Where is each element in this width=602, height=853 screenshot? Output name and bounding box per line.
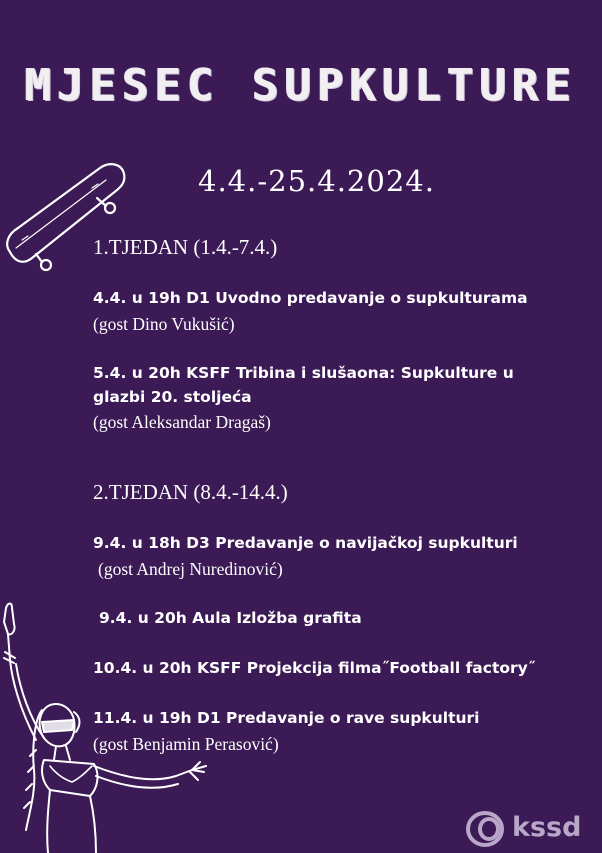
event-title: 9.4. u 20h Aula Izložba grafita bbox=[99, 609, 362, 627]
week-2-heading: 2.TJEDAN (8.4.-14.4.) bbox=[93, 480, 288, 504]
event-dates: 4.4.-25.4.2024. bbox=[198, 164, 435, 198]
kssd-logo-text: kssd bbox=[512, 812, 582, 843]
event-title: 11.4. u 19h D1 Predavanje o rave supkulturi bbox=[93, 709, 480, 727]
event-guest: (gost Aleksandar Dragaš) bbox=[93, 412, 271, 432]
event-title: 5.4. u 20h KSFF Tribina i slušaona: Supkulture u bbox=[93, 364, 514, 382]
week-1-heading: 1.TJEDAN (1.4.-7.4.) bbox=[93, 235, 278, 259]
dancing-girl-illustration bbox=[0, 600, 215, 853]
poster-title: MJESEC SUPKULTURE bbox=[24, 60, 578, 111]
event-guest: (gost Andrej Nuredinović) bbox=[98, 559, 283, 579]
event-guest: (gost Dino Vukušić) bbox=[93, 314, 235, 334]
event-title: 9.4. u 18h D3 Predavanje o navijačkoj supkulturi bbox=[93, 534, 518, 552]
event-title: 10.4. u 20h KSFF Projekcija filma˝Football factory˝ bbox=[93, 659, 536, 677]
event-title-continued: glazbi 20. stoljeća bbox=[93, 388, 252, 406]
event-guest: (gost Benjamin Perasović) bbox=[93, 734, 279, 754]
event-title: 4.4. u 19h D1 Uvodno predavanje o supkulturama bbox=[93, 289, 528, 307]
kssd-logo-icon bbox=[463, 808, 509, 848]
skateboard-illustration bbox=[2, 158, 127, 278]
